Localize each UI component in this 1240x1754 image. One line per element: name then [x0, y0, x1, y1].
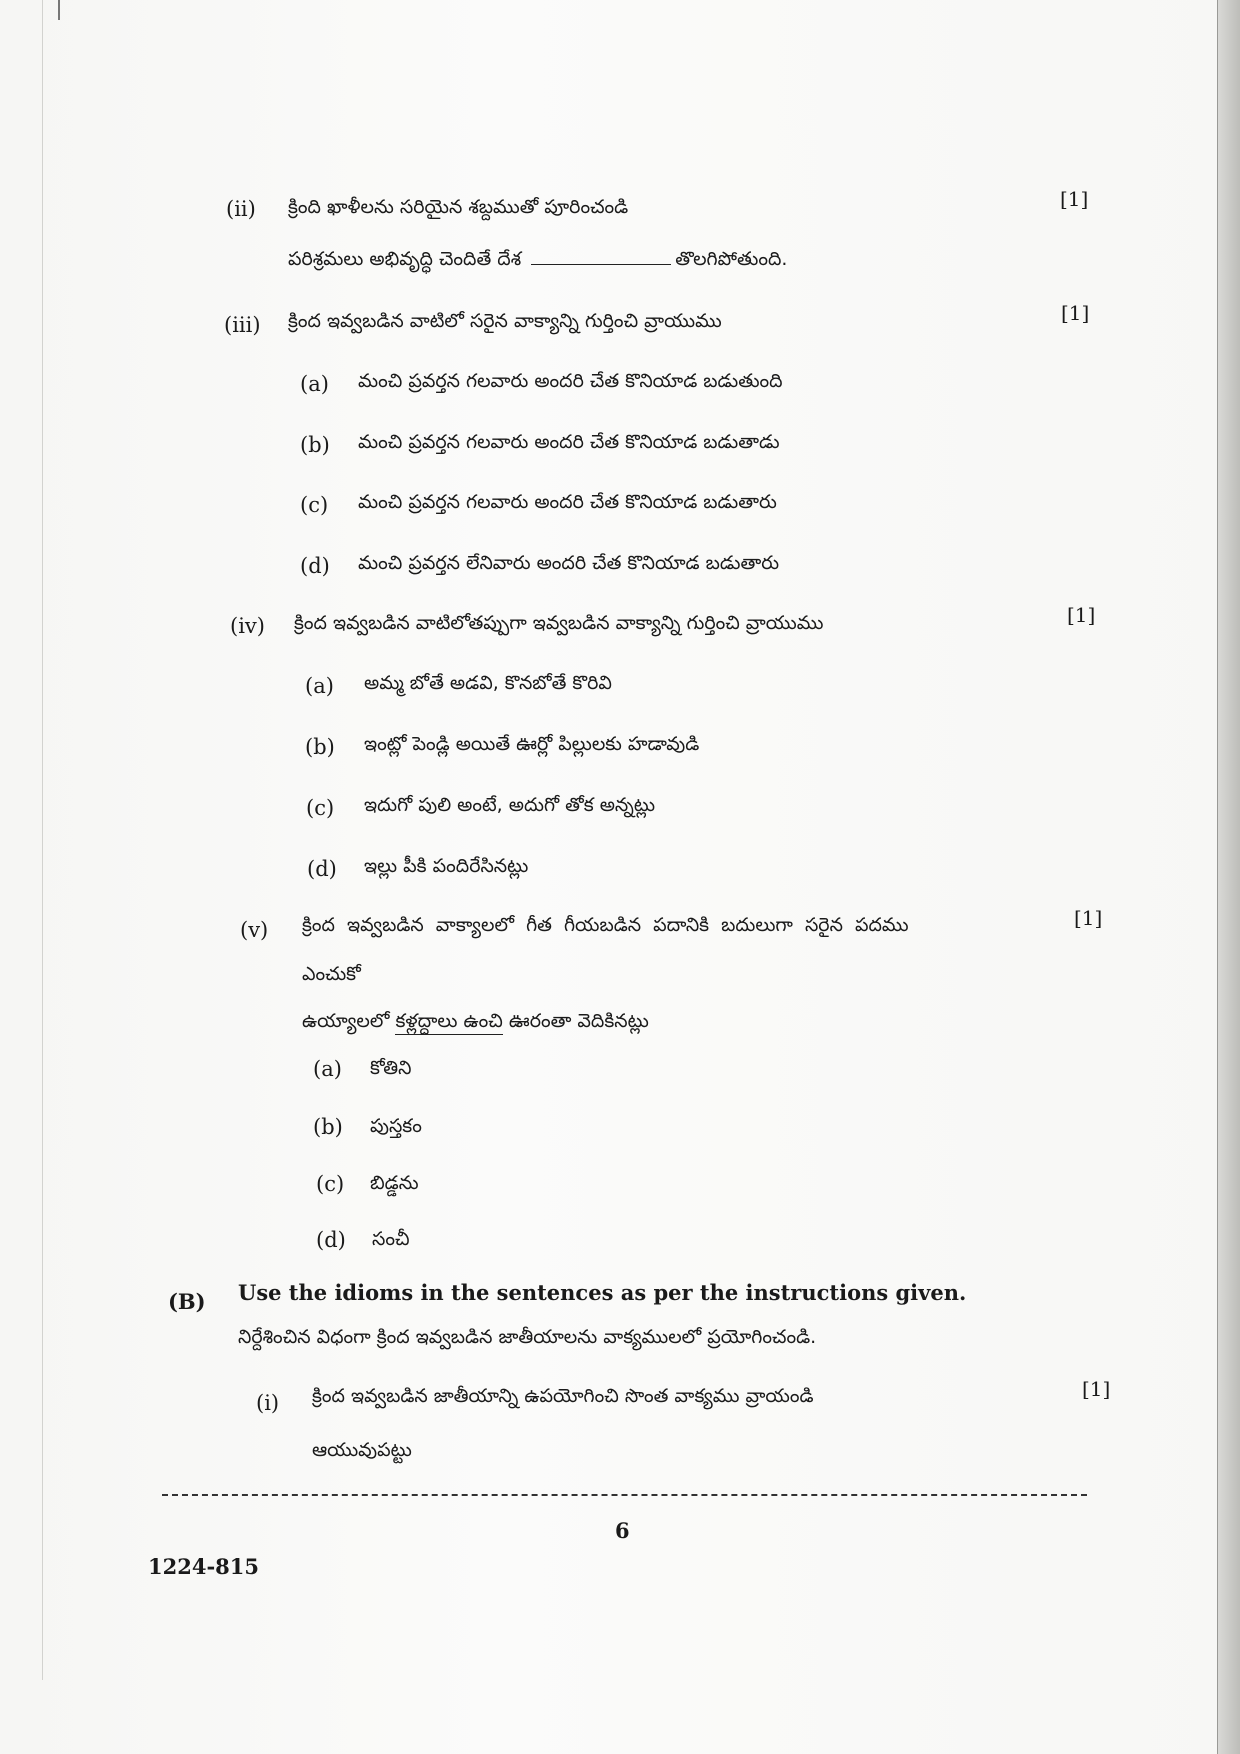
question-number: (i)	[256, 1391, 280, 1415]
section-heading: Use the idioms in the sentences as per the instructions given.	[238, 1280, 967, 1305]
fill-blank-sentence	[288, 248, 787, 275]
question-text: క్రింద ఇవ్వబడిన వాక్యాలలో గీత గీయబడిన పదానికి బదులుగా సరైన పదము	[302, 914, 909, 936]
option-label: (c)	[306, 796, 335, 820]
question-text: క్రింది ఖాళీలను సరియైన శబ్దముతో పూరించండి	[288, 196, 629, 218]
option-text: అమ్మ బోతే అడవి, కొనబోతే కొరివి	[364, 672, 612, 694]
question-text: క్రింద ఇవ్వబడిన వాటిలోతప్పుగా ఇవ్వబడిన వాక్యాన్ని గుర్తించి వ్రాయుము	[294, 612, 824, 634]
option-label: (c)	[300, 493, 329, 517]
question-mark: [1]	[1074, 906, 1103, 930]
footer-divider	[162, 1494, 1087, 1496]
idiom-sentence	[302, 1010, 649, 1037]
option-label: (a)	[300, 372, 329, 396]
question-mark: [1]	[1060, 187, 1089, 211]
option-label: (d)	[316, 1228, 346, 1252]
page-edge-right	[1217, 0, 1240, 1754]
underlined-word: కళ్లద్దాలు ఉంచి	[395, 1010, 502, 1035]
question-text: క్రింద ఇవ్వబడిన వాటిలో సరైన వాక్యాన్ని గుర్తించి వ్రాయుము	[288, 310, 722, 332]
sentence-part: తొలగిపోతుంది.	[675, 248, 788, 270]
sentence-part: పరిశ్రమలు అభివృద్ధి చెందితే దేశ	[288, 248, 522, 270]
option-label: (b)	[305, 735, 335, 759]
option-label: (c)	[316, 1172, 345, 1196]
question-text-continued: ఎంచుకో	[302, 963, 361, 985]
page-edge-left	[42, 0, 43, 1680]
option-text: మంచి ప్రవర్తన గలవారు అందరి చేత కొనియాడ బడుతుంది	[358, 370, 783, 392]
option-text: మంచి ప్రవర్తన లేనివారు అందరి చేత కొనియాడ బడుతారు	[358, 552, 780, 574]
option-label: (a)	[313, 1057, 342, 1081]
section-heading-telugu: నిర్దేశించిన విధంగా క్రింద ఇవ్వబడిన జాతీయాలను వాక్యములలో ప్రయోగించండి.	[238, 1326, 817, 1348]
question-number: (iv)	[230, 614, 265, 638]
option-text: ఇల్లు పీకి పందిరేసినట్లు	[364, 855, 529, 877]
question-number: (ii)	[226, 197, 256, 221]
question-mark: [1]	[1067, 603, 1096, 627]
question-number: (iii)	[224, 313, 261, 337]
answer-blank	[531, 264, 671, 265]
option-label: (b)	[300, 433, 330, 457]
question-number: (v)	[240, 918, 269, 942]
question-text: క్రింద ఇవ్వబడిన జాతీయాన్ని ఉపయోగించి సొంత వాక్యము వ్రాయండి	[312, 1385, 814, 1407]
option-text: మంచి ప్రవర్తన గలవారు అందరి చేత కొనియాడ బడుతారు	[358, 491, 777, 513]
option-label: (d)	[307, 857, 337, 881]
option-text: సంచీ	[372, 1228, 410, 1250]
idiom-word: ఆయువుపట్టు	[312, 1439, 412, 1461]
option-text: ఇంట్లో పెండ్లి అయితే ఊర్లో పిల్లులకు హడావుడి	[364, 733, 700, 755]
option-text: బిడ్డను	[370, 1172, 419, 1194]
option-text: పుస్తకం	[370, 1115, 422, 1137]
sentence-part: ఉయ్యాలలో	[302, 1010, 390, 1032]
section-label: (B)	[168, 1289, 206, 1314]
option-label: (d)	[300, 554, 330, 578]
sentence-part: ఊరంతా వెదికినట్లు	[508, 1010, 649, 1032]
question-mark: [1]	[1061, 301, 1090, 325]
option-text: కోతిని	[370, 1057, 412, 1079]
option-text: మంచి ప్రవర్తన గలవారు అందరి చేత కొనియాడ బడుతాడు	[358, 431, 780, 453]
page-number: 6	[615, 1518, 630, 1543]
scan-mark	[58, 0, 60, 20]
question-mark: [1]	[1082, 1377, 1111, 1401]
paper-code: 1224-815	[148, 1554, 259, 1579]
option-label: (a)	[305, 674, 334, 698]
option-label: (b)	[313, 1115, 343, 1139]
option-text: ఇదుగో పులి అంటే, అదుగో తోక అన్నట్లు	[364, 794, 656, 816]
